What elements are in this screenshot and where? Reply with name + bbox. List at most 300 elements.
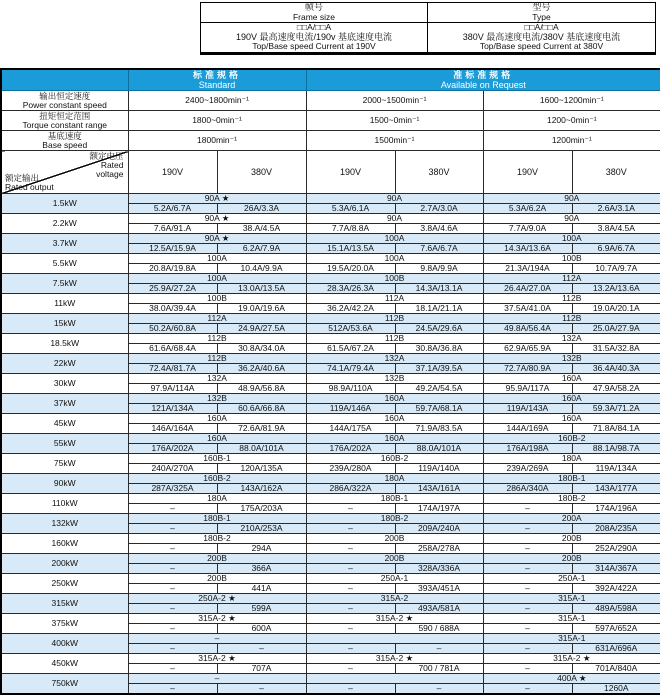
current-190v-cell: – xyxy=(306,604,395,614)
current-190v-cell: 146A/164A xyxy=(128,424,217,434)
current-380v-cell: – xyxy=(395,644,483,654)
available-on-request-header-cell xyxy=(306,69,660,91)
rating-band-frame-row xyxy=(1,554,660,564)
frame-size-cell: 200B xyxy=(306,554,483,564)
rating-band-frame-row xyxy=(1,654,660,664)
frame-size-desc-cell xyxy=(201,23,428,52)
rating-band-frame-row xyxy=(1,234,660,244)
current-190v-cell: 286A/322A xyxy=(306,484,395,494)
power-rating-label: 90kW xyxy=(1,474,128,494)
frame-size-cell: 112A xyxy=(483,274,660,284)
current-380v-cell: – xyxy=(217,644,306,654)
power-constant-speed-request-2: 1600~1200min⁻¹ xyxy=(483,91,660,111)
rating-band-frame-row xyxy=(1,294,660,304)
power-rating-label: 7.5kW xyxy=(1,274,128,294)
current-190v-cell: 119A/146A xyxy=(306,404,395,414)
frame-size-cell: 180B-2 xyxy=(306,514,483,524)
current-190v-cell: 5.3A/6.1A xyxy=(306,204,395,214)
power-rating-label: 132kW xyxy=(1,514,128,534)
rating-band-frame-row xyxy=(1,634,660,644)
current-380v-cell: – xyxy=(395,684,483,695)
power-rating-label: 110kW xyxy=(1,494,128,514)
power-rating-label: 3.7kW xyxy=(1,234,128,254)
current-380v-cell: 59.7A/68.1A xyxy=(395,404,483,414)
current-190v-cell: 28.3A/26.3A xyxy=(306,284,395,294)
frame-size-cell xyxy=(306,674,483,684)
current-380v-cell: 120A/135A xyxy=(217,464,306,474)
frame-size-cell: 315A-2 ★ xyxy=(483,654,660,664)
frame-size-cell: 315A-1 xyxy=(483,594,660,604)
frame-size-cell: 100B xyxy=(306,274,483,284)
frame-size-cell: 132A xyxy=(128,374,306,384)
current-380v-cell: 252A/290A xyxy=(572,544,660,554)
frame-size-cell: 250A-1 xyxy=(483,574,660,584)
current-190v-cell: – xyxy=(128,684,217,695)
current-380v-cell: 393A/451A xyxy=(395,584,483,594)
current-380v-cell: 36.4A/40.3A xyxy=(572,364,660,374)
current-190v-cell: 7.7A/9.0A xyxy=(483,224,572,234)
voltage-col-header: 190V xyxy=(128,151,217,194)
current-380v-cell: 25.0A/27.9A xyxy=(572,324,660,334)
rating-band-frame-row xyxy=(1,534,660,544)
frame-size-cell: 90A ★ xyxy=(128,194,306,204)
current-380v-cell: 19.0A/19.6A xyxy=(217,304,306,314)
current-380v-cell: 59.3A/71.2A xyxy=(572,404,660,414)
current-190v-cell: 119A/143A xyxy=(483,404,572,414)
current-380v-cell: 208A/235A xyxy=(572,524,660,534)
rating-band-frame-row xyxy=(1,254,660,264)
rating-band-frame-row xyxy=(1,594,660,604)
current-190v-cell: – xyxy=(483,644,572,654)
frame-size-cell: 100A xyxy=(306,234,483,244)
power-rating-label: 30kW xyxy=(1,374,128,394)
frame-size-cell: 112A xyxy=(306,294,483,304)
voltage-col-header: 380V xyxy=(572,151,660,194)
current-190v-cell: 61.6A/68.4A xyxy=(128,344,217,354)
rating-band-frame-row xyxy=(1,274,660,284)
current-380v-cell: 24.9A/27.5A xyxy=(217,324,306,334)
frame-size-title-cn: 帧号 xyxy=(304,2,323,12)
current-190v-cell: – xyxy=(128,564,217,574)
frame-size-cell: 160B-2 xyxy=(483,434,660,444)
power-constant-speed-request-1: 2000~1500min⁻¹ xyxy=(306,91,483,111)
current-190v-cell: 97.9A/114A xyxy=(128,384,217,394)
base-speed-request-1: 1500min⁻¹ xyxy=(306,131,483,151)
current-190v-cell: 7.6A/91.A xyxy=(128,224,217,234)
type-title-en: Type xyxy=(532,11,551,22)
current-380v-cell: 258A/278A xyxy=(395,544,483,554)
frame-size-cell xyxy=(306,634,483,644)
frame-size-cell: 315A-2 ★ xyxy=(128,614,306,624)
frame-size-cell: 160A xyxy=(483,374,660,384)
current-190v-cell: 5.2A/6.7A xyxy=(128,204,217,214)
current-380v-cell: 47.9A/58.2A xyxy=(572,384,660,394)
current-380v-cell: 88.0A/101A xyxy=(395,444,483,454)
current-190v-cell: 61.5A/67.2A xyxy=(306,344,395,354)
current-380v-cell: 489A/598A xyxy=(572,604,660,614)
rating-band-frame-row xyxy=(1,614,660,624)
base-speed-standard: 1800min⁻¹ xyxy=(128,131,306,151)
request-label-en: Available on Request xyxy=(440,80,526,90)
rating-band-frame-row xyxy=(1,394,660,404)
current-190v-cell: 240A/270A xyxy=(128,464,217,474)
frame-size-cell: 160A xyxy=(128,434,306,444)
current-380v-cell: 2.7A/3.0A xyxy=(395,204,483,214)
frame-size-cell: 132B xyxy=(306,374,483,384)
type-desc-cell xyxy=(428,23,655,52)
power-constant-speed-label: 输出恒定速度 Power constant speed xyxy=(1,91,128,111)
frame-size-cell: 132A xyxy=(483,334,660,344)
frame-size-desc-en: Top/Base speed Current at 190V xyxy=(252,41,376,52)
frame-size-cell: 200B xyxy=(128,574,306,584)
torque-constant-range-row xyxy=(1,111,660,131)
current-190v-cell: – xyxy=(128,524,217,534)
current-380v-cell: 366A xyxy=(217,564,306,574)
current-380v-cell: 7.6A/6.7A xyxy=(395,244,483,254)
rated-voltage-label: 额定电压 Rated voltage xyxy=(89,151,124,179)
current-380v-cell: 3.8A/4.6A xyxy=(395,224,483,234)
current-380v-cell: 31.5A/32.8A xyxy=(572,344,660,354)
frame-size-cell: 315A-2 ★ xyxy=(306,614,483,624)
power-rating-label: 37kW xyxy=(1,394,128,414)
frame-size-cell: 132B xyxy=(483,354,660,364)
frame-size-cell: 100B xyxy=(483,254,660,264)
frame-size-cell: 112B xyxy=(306,334,483,344)
current-190v-cell: – xyxy=(306,504,395,514)
current-380v-cell: 49.2A/54.5A xyxy=(395,384,483,394)
current-380v-cell: 631A/696A xyxy=(572,644,660,654)
frame-size-cell: 90A xyxy=(306,214,483,224)
current-380v-cell: 175A/203A xyxy=(217,504,306,514)
frame-size-cell: 180B-1 xyxy=(128,514,306,524)
frame-size-header-cell xyxy=(201,3,428,23)
current-190v-cell: – xyxy=(128,664,217,674)
rated-voltage-output-diagonal-cell xyxy=(1,151,128,194)
current-190v-cell: 49.8A/56.4A xyxy=(483,324,572,334)
current-190v-cell: 37.5A/41.0A xyxy=(483,304,572,314)
current-190v-cell: – xyxy=(306,524,395,534)
category-header-empty-cell xyxy=(1,69,128,91)
power-rating-label: 160kW xyxy=(1,534,128,554)
current-380v-cell: 143A/177A xyxy=(572,484,660,494)
current-190v-cell: 26.4A/27.0A xyxy=(483,284,572,294)
frame-size-cell: 180A xyxy=(483,454,660,464)
frame-size-cell: 160A xyxy=(483,394,660,404)
current-380v-cell: 493A/581A xyxy=(395,604,483,614)
frame-size-cell: 200B xyxy=(483,554,660,564)
current-380v-cell: 600A xyxy=(217,624,306,634)
frame-size-cell: 160A xyxy=(306,434,483,444)
current-190v-cell: 15.1A/13.5A xyxy=(306,244,395,254)
current-380v-cell: – xyxy=(217,684,306,695)
current-380v-cell: 590 / 688A xyxy=(395,624,483,634)
frame-size-cell: 100A xyxy=(483,234,660,244)
power-rating-label: 375kW xyxy=(1,614,128,634)
frame-size-cell: 180B-1 xyxy=(306,494,483,504)
voltage-col-header: 380V xyxy=(217,151,306,194)
current-190v-cell: 62.9A/65.9A xyxy=(483,344,572,354)
current-190v-cell: 512A/53.6A xyxy=(306,324,395,334)
current-190v-cell: 50.2A/60.8A xyxy=(128,324,217,334)
current-380v-cell: 88.0A/101A xyxy=(217,444,306,454)
frame-size-cell: 180A xyxy=(306,474,483,484)
current-380v-cell: 209A/240A xyxy=(395,524,483,534)
current-380v-cell: 10.4A/9.9A xyxy=(217,264,306,274)
rated-voltage-row xyxy=(1,151,660,194)
rating-band-frame-row xyxy=(1,374,660,384)
standard-header-cell xyxy=(128,69,306,91)
current-380v-cell: 294A xyxy=(217,544,306,554)
power-rating-label: 11kW xyxy=(1,294,128,314)
current-190v-cell: – xyxy=(483,544,572,554)
current-190v-cell: – xyxy=(306,644,395,654)
request-label-cn: 准标准规格 xyxy=(453,70,514,80)
current-190v-cell: 12.5A/15.9A xyxy=(128,244,217,254)
current-190v-cell: – xyxy=(128,644,217,654)
current-380v-cell: 174A/196A xyxy=(572,504,660,514)
current-380v-cell: 36.2A/40.6A xyxy=(217,364,306,374)
current-380v-cell: 143A/162A xyxy=(217,484,306,494)
current-190v-cell: – xyxy=(483,504,572,514)
frame-size-cell: 112B xyxy=(483,294,660,304)
current-380v-cell: 13.2A/13.6A xyxy=(572,284,660,294)
current-190v-cell: 239A/269A xyxy=(483,464,572,474)
current-190v-cell: – xyxy=(128,584,217,594)
current-380v-cell: 24.5A/29.6A xyxy=(395,324,483,334)
frame-size-cell: 160A xyxy=(483,414,660,424)
frame-size-cell: 315A-2 ★ xyxy=(306,654,483,664)
category-header-row xyxy=(1,69,660,91)
current-380v-cell: 18.1A/21.1A xyxy=(395,304,483,314)
current-380v-cell: 9.8A/9.9A xyxy=(395,264,483,274)
current-190v-cell: 286A/340A xyxy=(483,484,572,494)
current-190v-cell: – xyxy=(483,684,572,695)
current-380v-cell: 71.9A/83.5A xyxy=(395,424,483,434)
type-title-cn: 型号 xyxy=(532,2,551,12)
frame-size-cell: 90A ★ xyxy=(128,214,306,224)
current-190v-cell: 21.3A/194A xyxy=(483,264,572,274)
power-rating-label: 315kW xyxy=(1,594,128,614)
current-380v-cell: 6.9A/6.7A xyxy=(572,244,660,254)
frame-size-cell: 200B xyxy=(128,554,306,564)
rating-band-frame-row xyxy=(1,194,660,204)
current-190v-cell: – xyxy=(306,564,395,574)
current-190v-cell: 144A/169A xyxy=(483,424,572,434)
current-380v-cell: 701A/840A xyxy=(572,664,660,674)
frame-size-cell: 200A xyxy=(483,514,660,524)
current-380v-cell: 26A/3.3A xyxy=(217,204,306,214)
current-190v-cell: 176A/202A xyxy=(306,444,395,454)
current-380v-cell: 314A/367A xyxy=(572,564,660,574)
torque-constant-range-label: 扭矩恒定范围 Torque constant range xyxy=(1,111,128,131)
rating-band-frame-row xyxy=(1,494,660,504)
power-rating-label: 450kW xyxy=(1,654,128,674)
frame-size-cell: 160A xyxy=(306,414,483,424)
frame-size-code: □□A/□□A xyxy=(296,22,332,33)
rating-band-frame-row xyxy=(1,434,660,444)
frame-size-cell: 180A xyxy=(128,494,306,504)
power-rating-label: 15kW xyxy=(1,314,128,334)
voltage-col-header: 190V xyxy=(306,151,395,194)
current-190v-cell: – xyxy=(483,664,572,674)
current-380v-cell: 10.7A/9.7A xyxy=(572,264,660,274)
current-380v-cell: 597A/652A xyxy=(572,624,660,634)
current-190v-cell: – xyxy=(483,564,572,574)
current-380v-cell: 38.A/4.5A xyxy=(217,224,306,234)
power-rating-label: 45kW xyxy=(1,414,128,434)
rated-output-label: 额定输出 Rated output xyxy=(5,173,54,192)
current-380v-cell: 119A/140A xyxy=(395,464,483,474)
power-rating-label: 750kW xyxy=(1,674,128,695)
current-380v-cell: 210A/253A xyxy=(217,524,306,534)
frame-size-cell: 160B-1 xyxy=(128,454,306,464)
current-190v-cell: – xyxy=(306,544,395,554)
rating-band-frame-row xyxy=(1,414,660,424)
frame-size-cell: 180B-2 xyxy=(128,534,306,544)
frame-size-cell: 90A xyxy=(306,194,483,204)
current-190v-cell: – xyxy=(306,664,395,674)
current-190v-cell: 98.9A/110A xyxy=(306,384,395,394)
current-190v-cell: 239A/280A xyxy=(306,464,395,474)
current-380v-cell: 60.6A/66.8A xyxy=(217,404,306,414)
current-190v-cell: 7.7A/8.8A xyxy=(306,224,395,234)
frame-size-cell: 315A-2 xyxy=(306,594,483,604)
frame-size-cell: – xyxy=(128,674,306,684)
frame-size-cell: – xyxy=(128,634,306,644)
current-380v-cell: 37.1A/39.5A xyxy=(395,364,483,374)
current-380v-cell: 119A/134A xyxy=(572,464,660,474)
current-380v-cell: 88.1A/98.7A xyxy=(572,444,660,454)
current-190v-cell: 95.9A/117A xyxy=(483,384,572,394)
current-190v-cell: 176A/202A xyxy=(128,444,217,454)
power-rating-label: 2.2kW xyxy=(1,214,128,234)
current-380v-cell: 19.0A/20.1A xyxy=(572,304,660,314)
frame-size-cell: 160A xyxy=(306,394,483,404)
frame-size-title-en: Frame size xyxy=(292,11,336,22)
type-code: □□A/□□A xyxy=(524,22,559,33)
rating-band-frame-row xyxy=(1,514,660,524)
rating-band-frame-row xyxy=(1,674,660,684)
current-190v-cell: 5.3A/6.2A xyxy=(483,204,572,214)
frame-size-cell: 315A-1 xyxy=(483,634,660,644)
torque-constant-range-standard: 1800~0min⁻¹ xyxy=(128,111,306,131)
current-190v-cell: 144A/175A xyxy=(306,424,395,434)
frame-size-cell: 200B xyxy=(483,534,660,544)
rating-band-frame-row xyxy=(1,314,660,324)
frame-size-cell: 100A xyxy=(306,254,483,264)
frame-size-cell: 112B xyxy=(306,314,483,324)
base-speed-label: 基底速度 Base speed xyxy=(1,131,128,151)
frame-size-cell: 90A xyxy=(483,194,660,204)
current-380v-cell: 707A xyxy=(217,664,306,674)
current-380v-cell: 71.8A/84.1A xyxy=(572,424,660,434)
torque-constant-range-request-1: 1500~0min⁻¹ xyxy=(306,111,483,131)
frame-size-cell: 112B xyxy=(128,354,306,364)
current-190v-cell: – xyxy=(306,584,395,594)
current-380v-cell: 30.8A/34.0A xyxy=(217,344,306,354)
current-380v-cell: 14.3A/13.1A xyxy=(395,284,483,294)
current-380v-cell: 3.8A/4.5A xyxy=(572,224,660,234)
power-rating-label: 55kW xyxy=(1,434,128,454)
frame-size-cell: 160B-2 xyxy=(306,454,483,464)
current-190v-cell: – xyxy=(128,624,217,634)
power-constant-speed-row xyxy=(1,91,660,111)
rating-band-frame-row xyxy=(1,474,660,484)
torque-constant-range-request-2: 1200~0min⁻¹ xyxy=(483,111,660,131)
frame-size-cell: 132B xyxy=(128,394,306,404)
rating-band-frame-row xyxy=(1,454,660,464)
current-190v-cell: 176A/198A xyxy=(483,444,572,454)
current-380v-cell: 441A xyxy=(217,584,306,594)
frame-size-cell: 100A xyxy=(128,274,306,284)
frame-size-cell: 160A xyxy=(128,414,306,424)
frame-size-cell: 180B-2 xyxy=(483,494,660,504)
frame-size-cell: 112B xyxy=(128,334,306,344)
frame-size-desc-cn: 190V 最高速度电流/190v 基底速度电流 xyxy=(235,31,393,42)
frame-size-cell: 180B-1 xyxy=(483,474,660,484)
current-190v-cell: 19.5A/20.0A xyxy=(306,264,395,274)
frame-size-cell: 112B xyxy=(483,314,660,324)
current-190v-cell: – xyxy=(306,624,395,634)
rating-band-frame-row xyxy=(1,214,660,224)
current-190v-cell: – xyxy=(128,544,217,554)
power-rating-label: 22kW xyxy=(1,354,128,374)
frame-size-cell: 90A xyxy=(483,214,660,224)
standard-label-en: Standard xyxy=(198,80,236,90)
power-rating-label: 200kW xyxy=(1,554,128,574)
frame-size-cell: 132A xyxy=(306,354,483,364)
current-380v-cell: 392A/422A xyxy=(572,584,660,594)
current-190v-cell: 36.2A/42.2A xyxy=(306,304,395,314)
current-380v-cell: 700 / 781A xyxy=(395,664,483,674)
current-190v-cell: – xyxy=(483,584,572,594)
power-rating-label: 400kW xyxy=(1,634,128,654)
current-380v-cell: 328A/336A xyxy=(395,564,483,574)
frame-size-cell: 250A-2 ★ xyxy=(128,594,306,604)
current-380v-cell: 143A/161A xyxy=(395,484,483,494)
current-190v-cell: 72.7A/80.9A xyxy=(483,364,572,374)
rating-spec-table xyxy=(0,68,660,695)
frame-size-cell: 200B xyxy=(306,534,483,544)
power-rating-label: 250kW xyxy=(1,574,128,594)
frame-size-cell: 400A ★ xyxy=(483,674,660,684)
rating-band-frame-row xyxy=(1,334,660,344)
current-190v-cell: 20.8A/19.8A xyxy=(128,264,217,274)
current-380v-cell: 599A xyxy=(217,604,306,614)
current-380v-cell: 30.8A/36.8A xyxy=(395,344,483,354)
type-header-cell xyxy=(428,3,655,23)
current-190v-cell: – xyxy=(483,524,572,534)
rating-band-frame-row xyxy=(1,574,660,584)
current-190v-cell: 25.9A/27.2A xyxy=(128,284,217,294)
frame-type-legend-box xyxy=(200,2,656,55)
power-rating-label: 75kW xyxy=(1,454,128,474)
current-380v-cell: 174A/197A xyxy=(395,504,483,514)
current-190v-cell: – xyxy=(306,684,395,695)
current-190v-cell: 287A/325A xyxy=(128,484,217,494)
current-190v-cell: – xyxy=(483,604,572,614)
current-190v-cell: – xyxy=(128,504,217,514)
type-desc-cn: 380V 最高速度电流/380V 基底速度电流 xyxy=(462,31,621,42)
frame-size-cell: 315A-2 ★ xyxy=(128,654,306,664)
base-speed-row xyxy=(1,131,660,151)
current-380v-cell: 48.9A/56.8A xyxy=(217,384,306,394)
current-380v-cell: 1260A xyxy=(572,684,660,695)
frame-size-cell: 90A ★ xyxy=(128,234,306,244)
frame-size-cell: 100B xyxy=(128,294,306,304)
voltage-col-header: 190V xyxy=(483,151,572,194)
current-380v-cell: 13.0A/13.5A xyxy=(217,284,306,294)
